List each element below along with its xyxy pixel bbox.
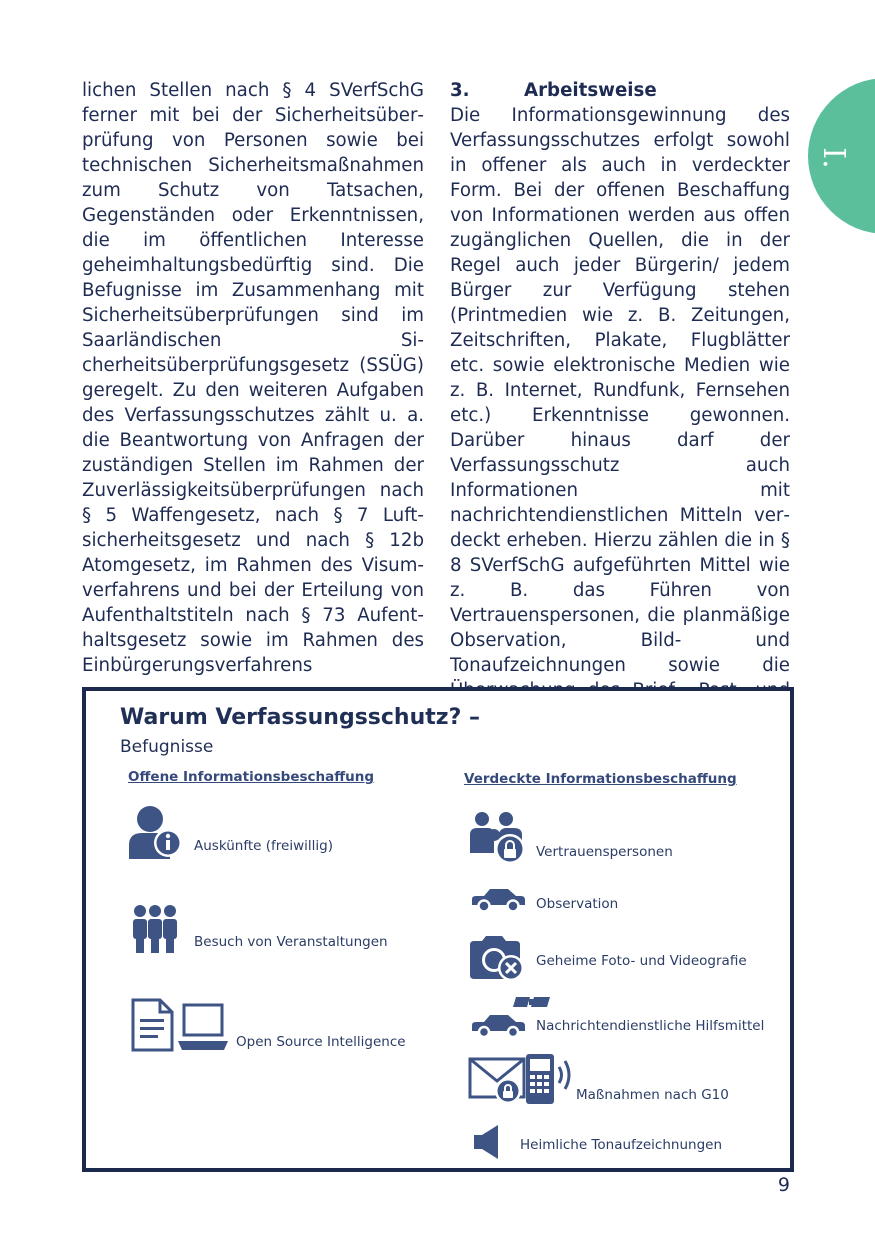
covert-heading: Verdeckte Informationsbeschaffung [464, 771, 737, 787]
section-number: 3. [450, 80, 470, 101]
section-title: Arbeitsweise [524, 80, 657, 101]
people-lock-icon [470, 811, 526, 865]
speaker-icon [472, 1123, 500, 1161]
document-laptop-icon [130, 997, 230, 1053]
person-info-icon [128, 805, 186, 859]
section-heading [450, 78, 790, 103]
group-icon [130, 903, 180, 953]
chapter-tab [808, 78, 875, 234]
infobox-subtitle: Befugnisse [120, 737, 214, 757]
covert-item-label: Geheime Foto- und Videografie [536, 953, 747, 969]
car-icon [470, 887, 526, 913]
covert-item-label: Nachrichtendienstliche Hilfsmittel [536, 1018, 765, 1034]
infobox [82, 687, 794, 1172]
chapter-tab-label: I. [816, 147, 852, 169]
page-number: 9 [777, 1174, 790, 1196]
open-item-label: Open Source Intelligence [236, 1034, 406, 1050]
camera-x-icon [468, 935, 526, 981]
covert-item-label: Maßnahmen nach G10 [576, 1087, 729, 1103]
covert-item-label: Heimliche Tonaufzeichnungen [520, 1137, 723, 1153]
open-item-label: Auskünfte (freiwillig) [194, 838, 333, 854]
right-column [450, 78, 790, 753]
mail-phone-icon [468, 1051, 580, 1107]
covert-item-label: Vertrauenspersonen [536, 844, 673, 860]
covert-item-label: Observation [536, 896, 619, 912]
left-column-text: lichen Stellen nach § 4 SVerfSchG ferner mit bei der Sicherheitsüberprüfung von Personen sowie bei technischen Sicherheitsmaßnahmen zum Schutz von Tatsachen, Gegenständen oder Erkenntnissen, die im öffentlichen Interesse geheimhaltungsbedürftig sind. Die Befugnisse im Zusammenhang mit Sicherheitsüberprüfungen sind im Saarländischen Sicherheitsüberprüfungsgesetz (SSÜG) geregelt. Zu den weiteren Aufgaben des Verfassungsschutzes zählt u. a. die Beantwortung von Anfragen der zuständigen Stellen im Rahmen der Zuverlässigkeitsüberprüfungen nach § 5 Waffengesetz, nach § 7 Luftsicherheitsgesetz und nach § 12b Atomgesetz, im Rahmen des Visumverfahrens und bei der Erteilung von Aufenthaltstiteln nach § 73 Aufenthaltsgesetz sowie im Rahmen des Einbürgerungsverfahrens [82, 80, 424, 676]
right-column-text: Die Informationsgewinnung des Verfassungsschutzes erfolgt sowohl in offener als auch in verdeckter Form. Bei der offenen Beschaffung von Informationen werden aus offen zugänglichen Quellen, die in der Regel auch jeder Bürgerin/ jedem Bürger zur Verfügung stehen (Printmedien wie z. B. Zeitungen, Zeitschriften, Plakate, Flugblätter etc. sowie elektronische Medien wie z. B. Internet, Rundfunk, Fernsehen etc.) Erkenntnisse gewonnen. Darüber hinaus darf der Verfassungsschutz auch Informationen mit nachrichtendienstlichen Mitteln verdeckt erheben. Hierzu zählen die in § 8 SVerfSchG aufgeführten Mittel wie z. B. das Führen von Vertrauenspersonen, die planmäßige Observation, Bild- und Tonaufzeichnungen sowie die [450, 105, 790, 676]
open-heading: Offene Informationsbeschaffung [128, 769, 375, 785]
infobox-title: Warum Verfassungsschutz? – [120, 705, 480, 730]
open-item-label: Besuch von Veranstaltungen [194, 934, 388, 950]
left-column [82, 78, 424, 678]
